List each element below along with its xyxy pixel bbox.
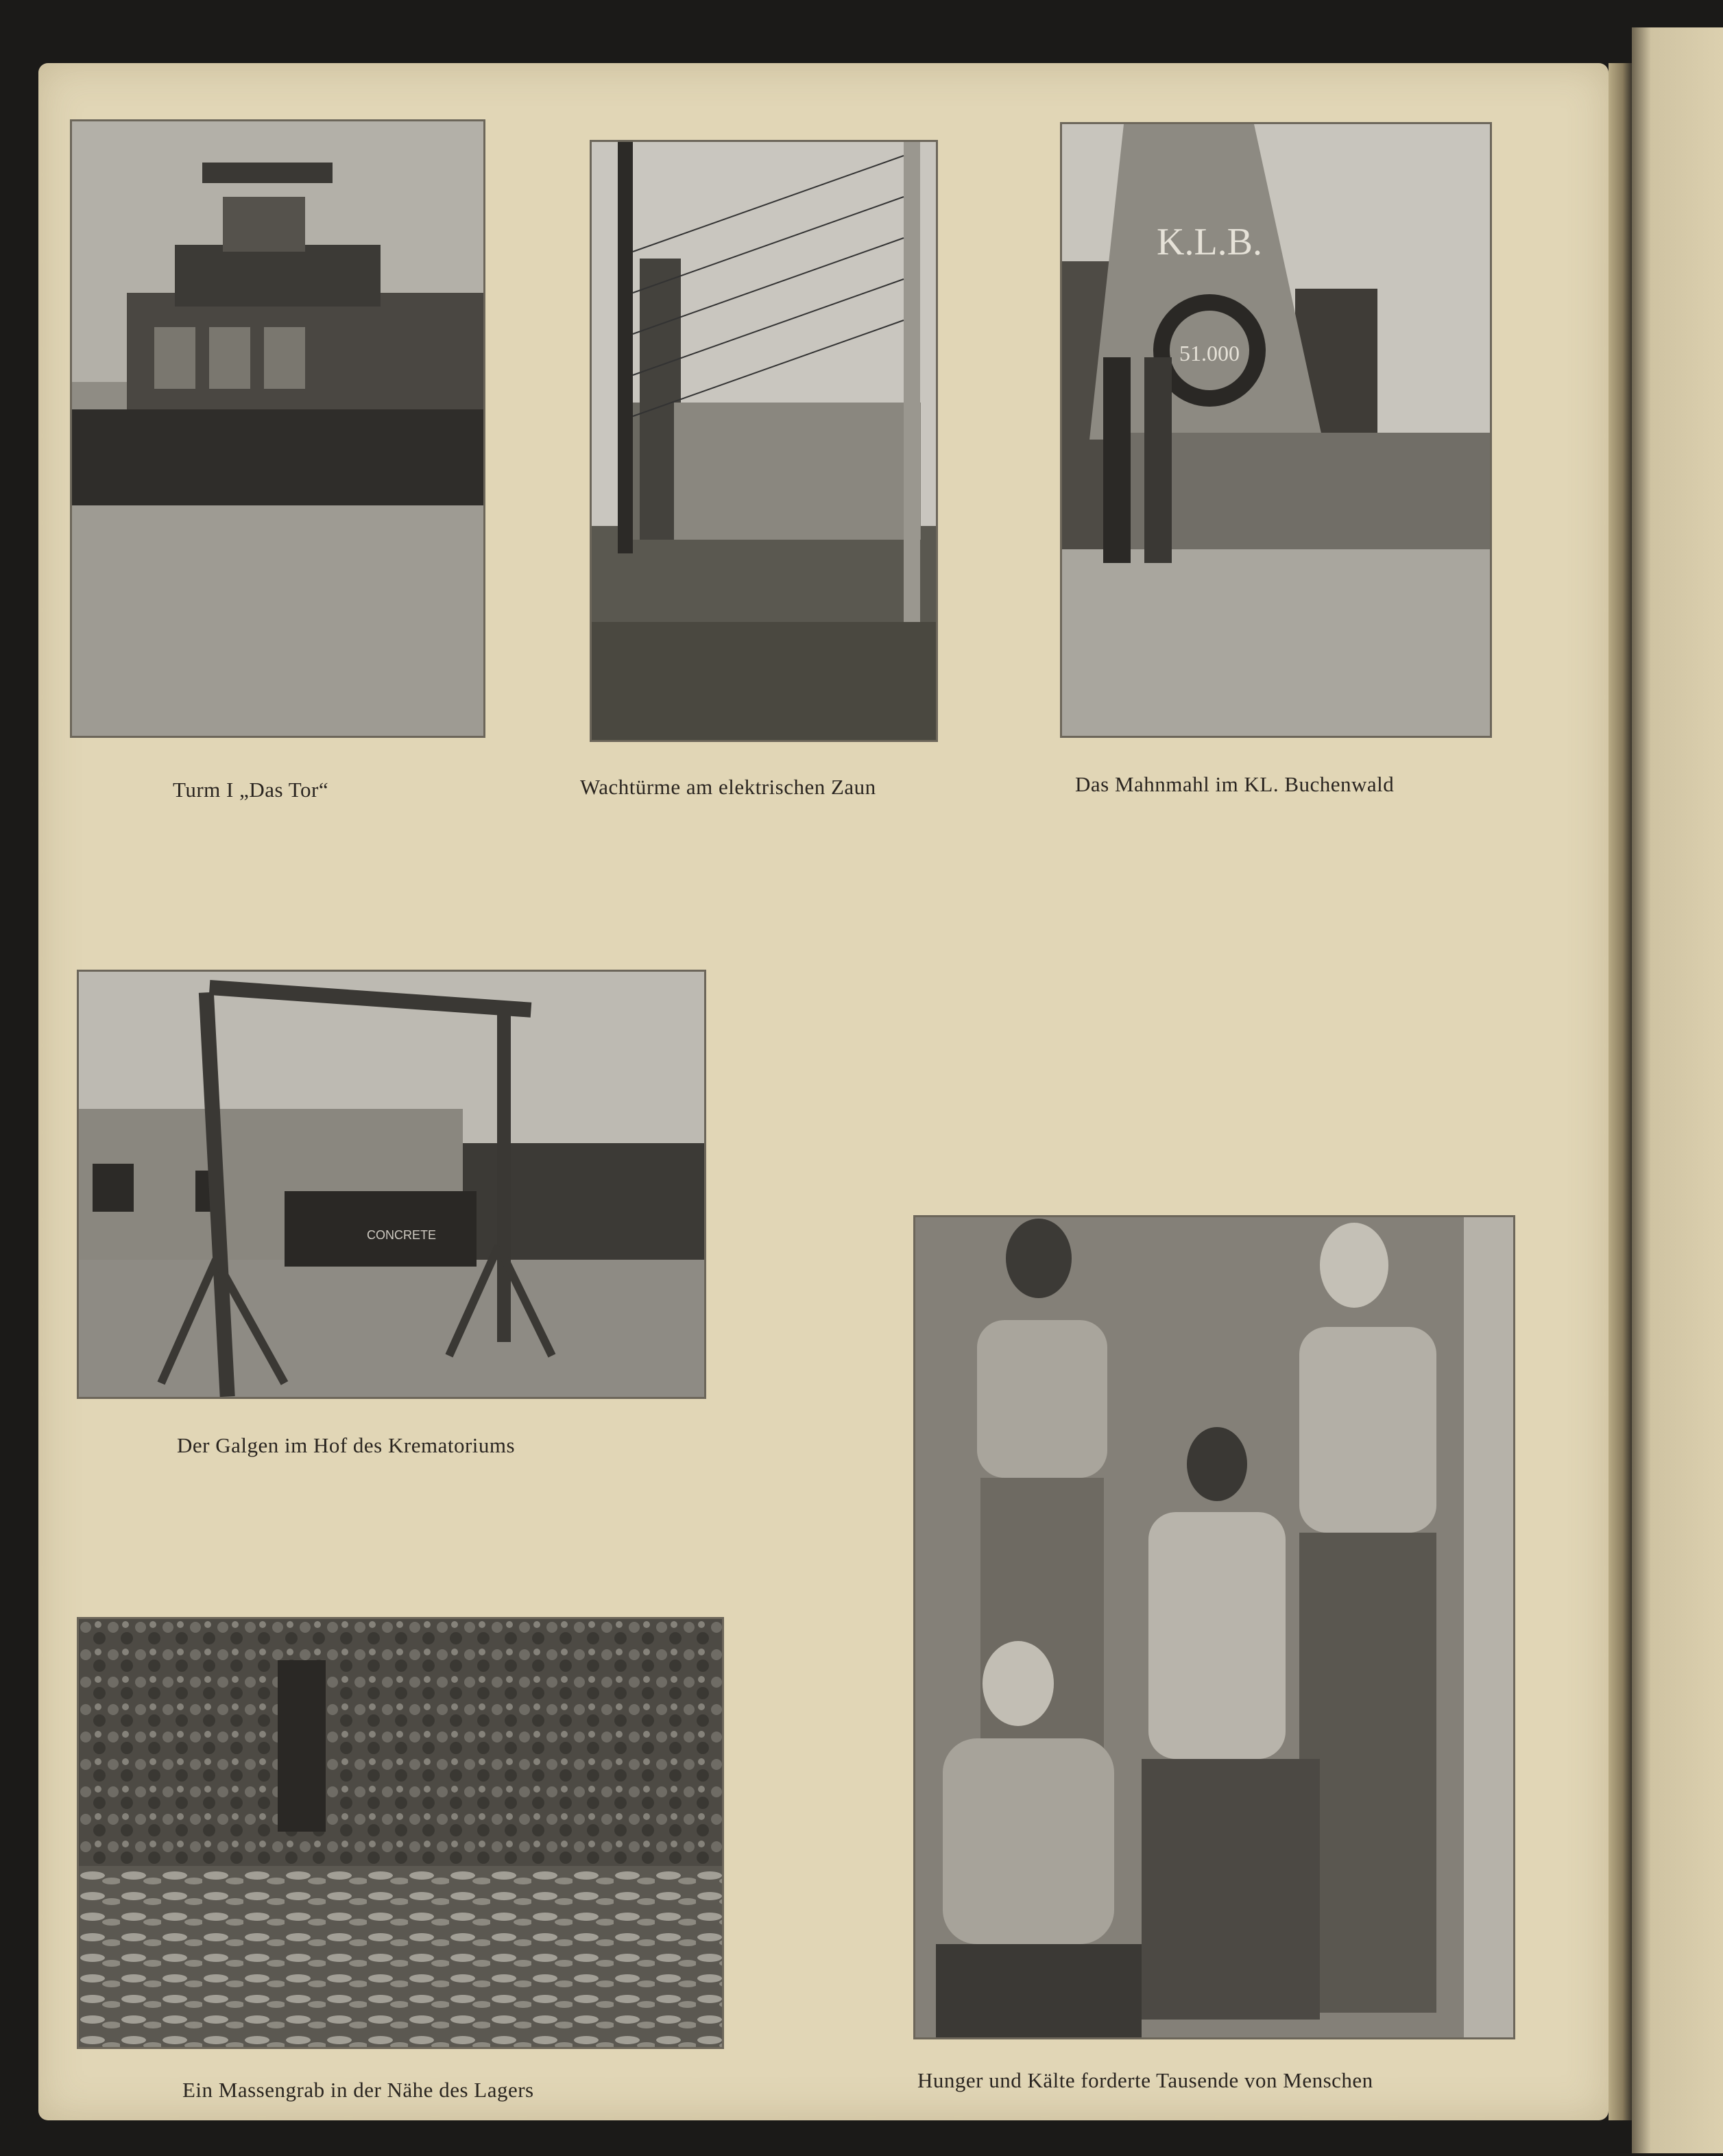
adjacent-page-edge xyxy=(1632,27,1723,2153)
photo-memorial xyxy=(1060,122,1492,738)
caption-mahnmal: Das Mahnmahl im KL. Buchenwald xyxy=(1075,772,1395,796)
caption-zaun: Wachtürme am elektrischen Zaun xyxy=(580,775,876,799)
photo-mass-grave xyxy=(77,1617,724,2049)
monument-letters: K.L.B. xyxy=(1157,221,1262,263)
caption-hunger: Hunger und Kälte forderte Tausende von Menschen xyxy=(917,2068,1373,2092)
photo-survivors xyxy=(913,1215,1515,2039)
caption-massengrab: Ein Massengrab in der Nähe des Lagers xyxy=(182,2078,534,2102)
caption-galgen: Der Galgen im Hof des Krematoriums xyxy=(177,1433,516,1457)
caption-tor: Turm I „Das Tor“ xyxy=(173,778,329,802)
monument-number: 51.000 xyxy=(1179,341,1240,366)
photo-gallows xyxy=(77,970,706,1399)
truck-lettering: CONCRETE xyxy=(367,1228,437,1242)
photo-gate-tower xyxy=(70,119,485,738)
page-gutter xyxy=(1608,63,1632,2120)
photo-fence-watchtowers xyxy=(590,140,938,742)
